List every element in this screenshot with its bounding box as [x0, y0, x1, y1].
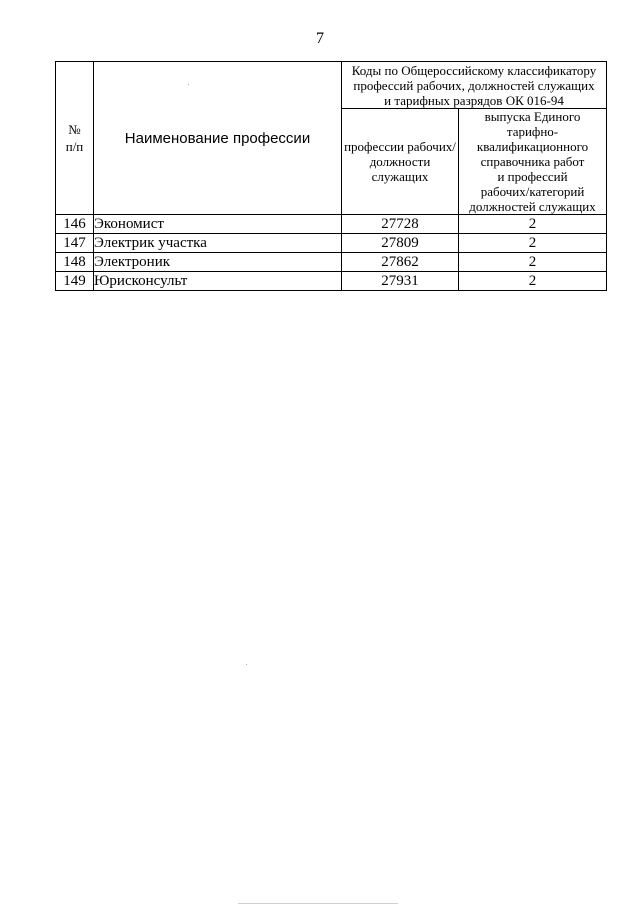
row-number: 147	[56, 234, 94, 253]
scan-speck	[188, 84, 189, 85]
table-header-row-1	[56, 62, 607, 109]
table-row	[56, 272, 607, 291]
header-sub-line: профессии рабочих/	[344, 139, 456, 154]
row-etks-issue: 2	[459, 253, 607, 272]
row-profession-code: 27728	[342, 215, 459, 234]
row-profession-name: Электроник	[94, 253, 342, 272]
row-profession-code: 27862	[342, 253, 459, 272]
profession-codes-table	[55, 61, 607, 291]
header-sub-line: квалификационного	[476, 139, 589, 154]
scan-edge-line	[238, 903, 398, 904]
header-group-line: и тарифных разрядов ОК 016-94	[384, 92, 564, 108]
row-number: 148	[56, 253, 94, 272]
header-sub-line: должности	[369, 154, 431, 169]
header-number	[56, 62, 94, 215]
header-sub-line: и профессий	[497, 169, 568, 184]
page-number: 7	[316, 30, 324, 47]
row-profession-name: Электрик участка	[94, 234, 342, 253]
row-number: 149	[56, 272, 94, 291]
header-group-line: Коды по Общероссийскому классификатору	[351, 62, 597, 78]
header-sub-line: должностей служащих	[469, 199, 596, 214]
table-row	[56, 253, 607, 272]
header-etks-issue	[459, 109, 607, 215]
row-etks-issue: 2	[459, 234, 607, 253]
header-group-line: профессий рабочих, должностей служащих	[353, 77, 595, 93]
header-sub-line: рабочих/категорий	[480, 184, 585, 199]
header-okpdtr-codes	[342, 62, 607, 109]
scan-speck	[246, 664, 247, 665]
header-sub-line: служащих	[371, 169, 429, 184]
header-sub-line: справочника работ	[480, 154, 585, 169]
header-sub-line: выпуска Единого	[484, 109, 581, 124]
row-profession-name: Юрисконсульт	[94, 272, 342, 291]
row-number: 146	[56, 215, 94, 234]
header-number-line: №	[68, 122, 81, 137]
table-row	[56, 215, 607, 234]
header-number-line: п/п	[65, 139, 84, 154]
row-etks-issue: 2	[459, 215, 607, 234]
table-row	[56, 234, 607, 253]
header-profession-name: Наименование профессии	[94, 62, 342, 215]
row-etks-issue: 2	[459, 272, 607, 291]
header-sub-line: тарифно-	[506, 124, 559, 139]
header-worker-profession-code	[342, 109, 459, 215]
row-profession-code: 27809	[342, 234, 459, 253]
row-profession-name: Экономист	[94, 215, 342, 234]
row-profession-code: 27931	[342, 272, 459, 291]
